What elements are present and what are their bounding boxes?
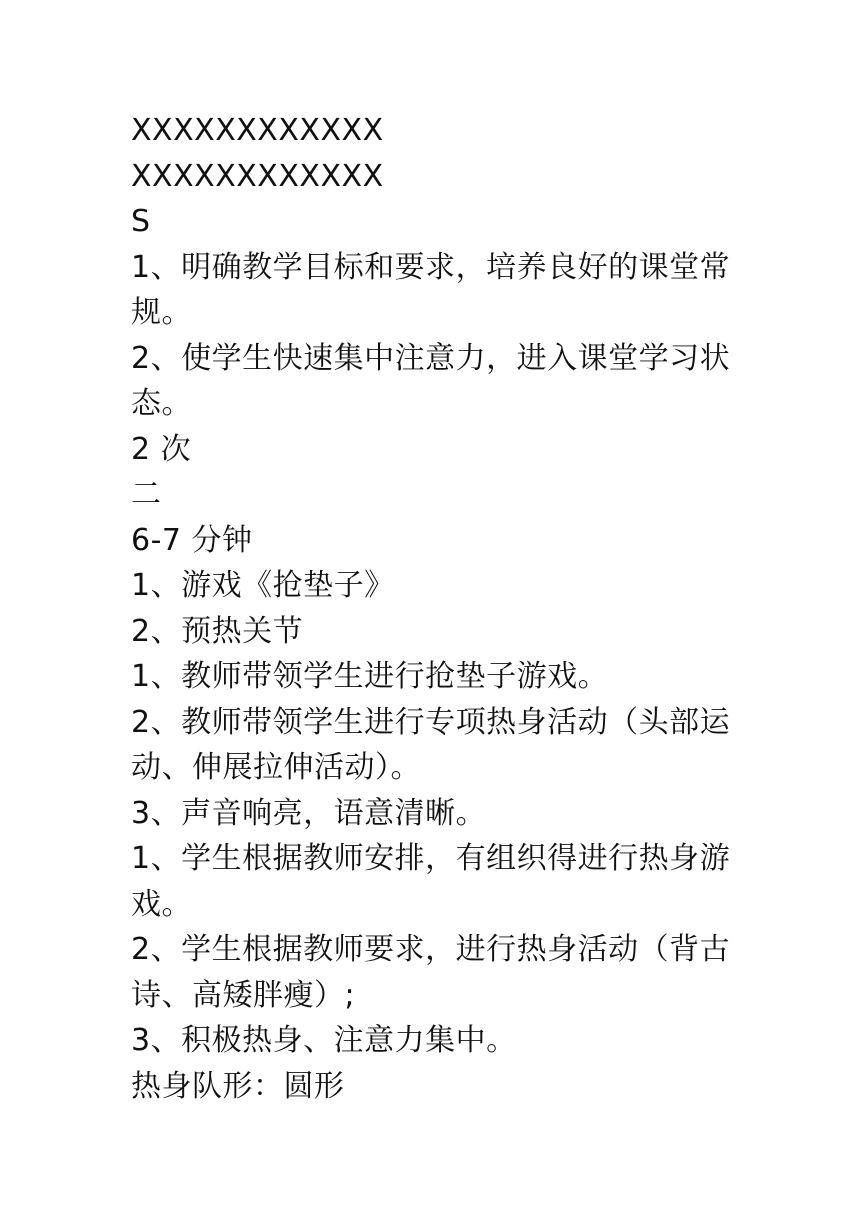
teacher-item-2: 2、教师带领学生进行专项热身活动（头部运动、伸展拉伸活动）。 [131, 704, 731, 785]
times-line: 2 次 [131, 431, 192, 467]
section-number: 二 [131, 477, 162, 512]
letter-line: S [131, 204, 151, 239]
content-item-2: 2、预热关节 [131, 613, 304, 649]
student-item-1: 1、学生根据教师安排，有组织得进行热身游戏。 [131, 841, 731, 922]
document-body [131, 108, 731, 1109]
goal-item-2: 2、使学生快速集中注意力，进入课堂学习状态。 [131, 340, 731, 421]
placeholder-line-2: XXXXXXXXXXXX [131, 158, 384, 194]
goal-item-1: 1、明确教学目标和要求，培养良好的课堂常规。 [131, 249, 731, 330]
student-item-3: 3、积极热身、注意力集中。 [131, 1023, 517, 1058]
teacher-item-3: 3、声音响亮，语意清晰。 [131, 795, 487, 831]
placeholder-line-1: XXXXXXXXXXXX [131, 113, 384, 148]
student-item-2: 2、学生根据教师要求，进行热身活动（背古诗、高矮胖瘦）; [131, 932, 731, 1013]
duration-line: 6-7 分钟 [131, 522, 253, 558]
teacher-item-1: 1、教师带领学生进行抢垫子游戏。 [131, 659, 609, 694]
formation-line: 热身队形：圆形 [131, 1068, 345, 1104]
content-item-1: 1、游戏《抢垫子》 [131, 568, 395, 603]
